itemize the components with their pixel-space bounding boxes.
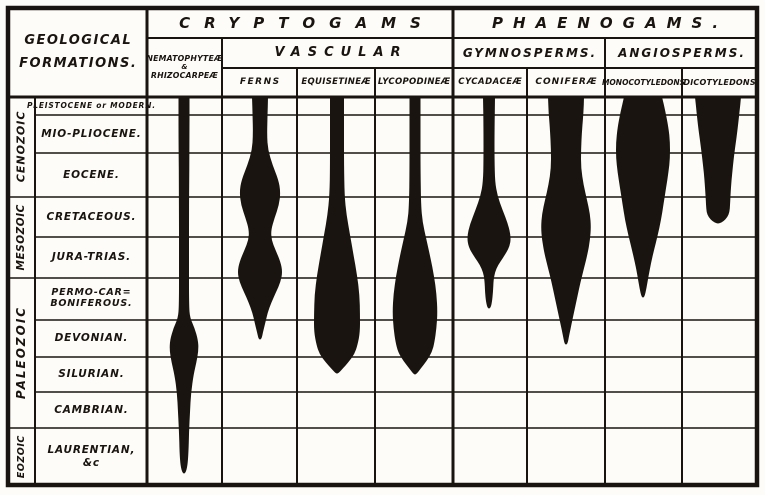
column-header-lycopodineae (375, 68, 453, 97)
group-header-phaenogams (453, 8, 757, 38)
subgroup-header-vascular (222, 38, 453, 68)
column-header-dicotyledons-text: DICOTYLEDONS (683, 77, 756, 87)
column-header-dicotyledons (682, 68, 757, 97)
subgroup-header-gymnosperms-text: GYMNOSPERMS. (462, 45, 598, 60)
spindle-cycadace (468, 97, 510, 308)
formation-row-pleistocene-or-modern-text: PLEISTOCENE or MODERN. (26, 100, 156, 110)
formation-row-silurian-text: SILURIAN. (58, 368, 125, 381)
era-label-mesozoic-text: MESOZOIC (14, 204, 27, 271)
column-header-monocotyledons-text: MONOCOTYLEDONS (601, 77, 686, 87)
column-header-cycadaceae-text: CYCADACEÆ (458, 77, 523, 88)
formation-row-permo-carboniferous-text-2: BONIFEROUS. (50, 298, 133, 309)
formation-row-pleistocene-or-modern (26, 97, 156, 115)
era-label-mesozoic (8, 197, 35, 278)
era-label-eozoic (8, 428, 35, 485)
formation-row-mio-pliocene-text: MIO-PLIOCENE. (41, 127, 142, 140)
formation-row-permo-carboniferous (35, 278, 147, 320)
formation-row-cretaceous (35, 197, 147, 237)
subgroup-header-vascular-text: VASCULAR (274, 44, 408, 60)
column-header-coniferae (527, 68, 605, 97)
spindle-monocotyledons (617, 97, 670, 297)
formation-row-laurentian-text-2: &c (82, 456, 100, 469)
formation-row-devonian (35, 320, 147, 357)
corner-header-line2: FORMATIONS. (19, 55, 138, 71)
spindle-dicotyledons (696, 97, 741, 223)
spindle-equisetine (315, 97, 360, 373)
spindle-ferns (239, 97, 282, 339)
column-header-nematophyteae-rhizocarpeae (147, 38, 222, 97)
column-header-nematophyteae-line3: RHIZOCARPEÆ (150, 70, 219, 80)
formation-row-silurian (35, 357, 147, 392)
formation-row-laurentian-text-1: LAURENTIAN, (47, 444, 136, 457)
formation-row-cretaceous-text: CRETACEOUS. (46, 210, 137, 223)
formation-row-mio-pliocene (35, 115, 147, 153)
subgroup-header-gymnosperms (453, 38, 605, 68)
era-label-eozoic-text: EOZOIC (15, 434, 27, 478)
column-header-cycadaceae (453, 68, 527, 97)
column-header-nematophyteae-line1: NEMATOPHYTEÆ (146, 53, 223, 63)
group-header-cryptogams (147, 8, 453, 38)
spindle-conifer (542, 97, 591, 344)
column-header-coniferae-text: CONIFERÆ (535, 76, 598, 87)
formation-row-eocene-text: EOCENE. (63, 168, 120, 181)
corner-header-geological-formations (8, 8, 147, 97)
formation-row-jura-trias (35, 237, 147, 278)
column-header-ferns-text: FERNS (239, 76, 281, 87)
spindle-lycopodine (393, 97, 437, 374)
era-label-cenozoic-text: CENOZOIC (14, 110, 28, 183)
era-label-paleozoic-text: PALEOZOIC (14, 305, 29, 399)
formation-row-jura-trias-text: JURA-TRIAS. (51, 251, 131, 264)
era-label-paleozoic (8, 278, 35, 428)
group-header-phaenogams-text: PHAENOGAMS. (491, 13, 729, 32)
column-header-monocotyledons (601, 68, 686, 97)
column-header-lycopodineae-text: LYCOPODINEÆ (377, 77, 451, 88)
formation-row-eocene (35, 153, 147, 197)
formation-row-permo-carboniferous-text-1: PERMO-CAR= (51, 287, 132, 299)
formation-row-cambrian (35, 392, 147, 428)
formation-row-cambrian-text: CAMBRIAN. (54, 403, 129, 416)
era-label-cenozoic (8, 97, 35, 197)
column-header-nematophyteae-line2: & (181, 63, 188, 72)
subgroup-header-angiosperms-text: ANGIOSPERMS. (618, 45, 746, 60)
column-header-equisetineae-text: EQUISETINEÆ (301, 77, 371, 88)
subgroup-header-angiosperms (605, 38, 757, 68)
formation-row-laurentian (35, 428, 147, 485)
column-header-ferns (222, 68, 297, 97)
column-header-equisetineae (297, 68, 375, 97)
group-header-cryptogams-text: CRYPTOGAMS (179, 13, 435, 32)
corner-header-line1: GEOLOGICAL (24, 33, 133, 49)
formation-row-devonian-text: DEVONIAN. (54, 332, 129, 345)
